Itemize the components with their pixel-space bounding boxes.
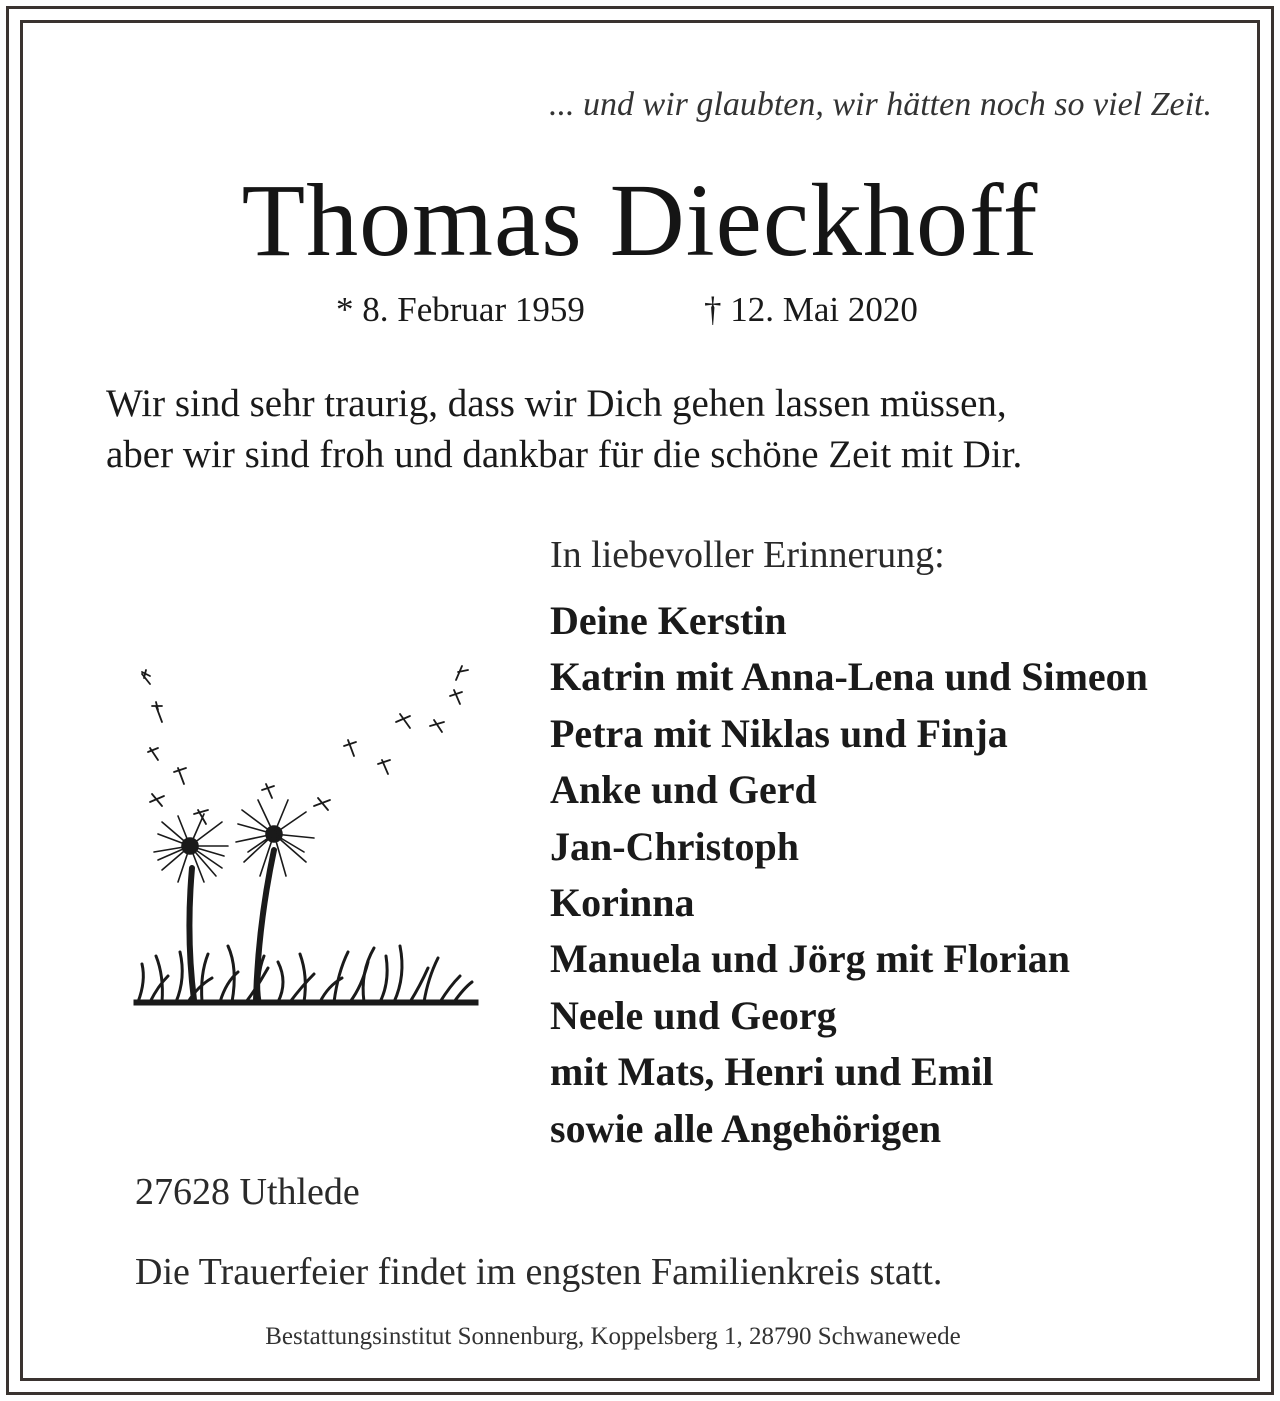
- message-line: aber wir sind froh und dankbar für die schöne Zeit mit Dir.: [106, 433, 1023, 476]
- remembrance-heading: In liebevoller Erinnerung:: [550, 534, 945, 576]
- deceased-name: Thomas Dieckhoff: [241, 163, 1039, 278]
- message-line: Wir sind sehr traurig, dass wir Dich gehen lassen müssen,: [106, 382, 1007, 425]
- ceremony-note: Die Trauerfeier findet im engsten Familienkreis statt.: [135, 1251, 943, 1293]
- family-entry: Neele und Georg: [550, 992, 837, 1038]
- birth-date: * 8. Februar 1959: [336, 290, 585, 329]
- location: 27628 Uthlede: [135, 1171, 360, 1213]
- family-list: [550, 593, 1148, 1157]
- family-entry: Deine Kerstin: [550, 598, 787, 643]
- family-entry: Katrin mit Anna-Lena und Simeon: [550, 654, 1148, 700]
- family-entry: Anke und Gerd: [550, 767, 817, 813]
- family-entry: Korinna: [550, 880, 695, 926]
- family-entry: Manuela und Jörg mit Florian: [550, 936, 1071, 982]
- family-entry: Jan-Christoph: [550, 823, 799, 869]
- family-entry: sowie alle Angehörigen: [550, 1105, 942, 1151]
- condolence-message: [106, 378, 1226, 480]
- family-entry: Petra mit Niklas und Finja: [550, 710, 1008, 756]
- dandelion-grass-icon: [128, 656, 488, 1016]
- motto: ... und wir glaubten, wir hätten noch so viel Zeit.: [549, 86, 1212, 123]
- death-date: † 12. Mai 2020: [704, 290, 918, 329]
- family-entry: mit Mats, Henri und Emil: [550, 1049, 994, 1095]
- funeral-home-line: Bestattungsinstitut Sonnenburg, Koppelsberg 1, 28790 Schwanewede: [265, 1323, 961, 1350]
